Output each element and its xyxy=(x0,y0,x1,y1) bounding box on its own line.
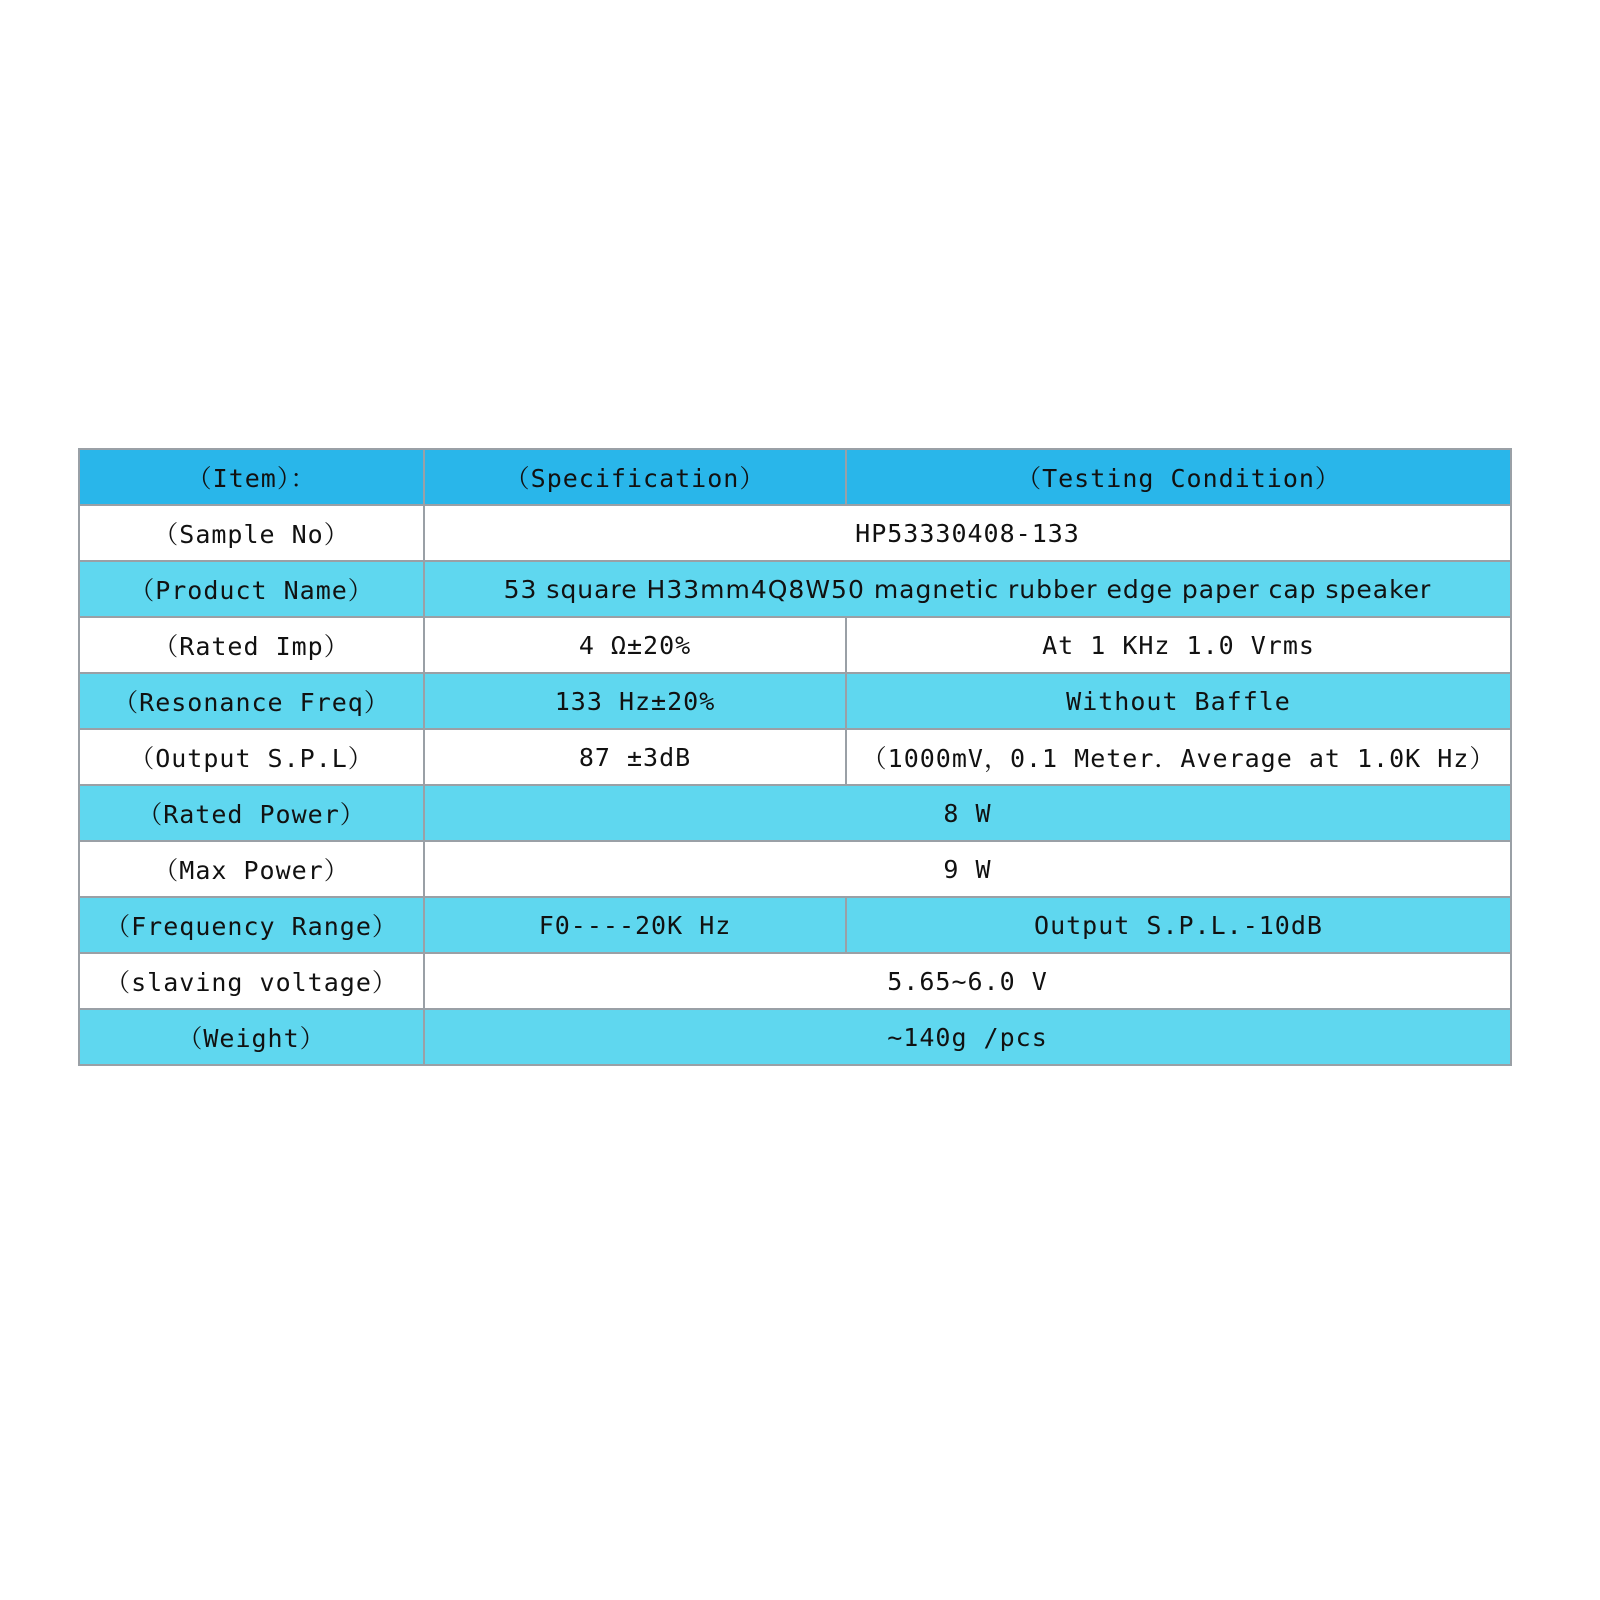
row-label: （Weight） xyxy=(79,1009,424,1065)
row-test: Without Baffle xyxy=(846,673,1511,729)
row-test: Output S.P.L.-10dB xyxy=(846,897,1511,953)
row-test: （1000mV，0.1 Meter．Average at 1.0K Hz） xyxy=(846,729,1511,785)
specification-sheet xyxy=(78,448,1510,1066)
row-label: （Rated Imp） xyxy=(79,617,424,673)
row-value: 53 square H33mm4Q8W50 magnetic rubber edge paper cap speaker xyxy=(424,561,1511,617)
specification-table xyxy=(78,448,1512,1066)
row-spec: 4 Ω±20% xyxy=(424,617,846,673)
header-item: （Item）： xyxy=(79,449,424,505)
table-row xyxy=(79,953,1511,1009)
table-row xyxy=(79,505,1511,561)
table-row xyxy=(79,729,1511,785)
row-label: （Resonance Freq） xyxy=(79,673,424,729)
table-row xyxy=(79,841,1511,897)
row-spec: F0----20K Hz xyxy=(424,897,846,953)
table-row xyxy=(79,897,1511,953)
row-value: HP53330408-133 xyxy=(424,505,1511,561)
row-label: （Frequency Range） xyxy=(79,897,424,953)
row-label: （Max Power） xyxy=(79,841,424,897)
row-value: 9 W xyxy=(424,841,1511,897)
row-value: 8 W xyxy=(424,785,1511,841)
header-specification: （Specification） xyxy=(424,449,846,505)
row-label: （Sample No） xyxy=(79,505,424,561)
row-label: （Rated Power） xyxy=(79,785,424,841)
row-value: ~140g /pcs xyxy=(424,1009,1511,1065)
table-row xyxy=(79,617,1511,673)
table-row xyxy=(79,785,1511,841)
row-spec: 133 Hz±20% xyxy=(424,673,846,729)
row-label: （slaving voltage） xyxy=(79,953,424,1009)
table-row xyxy=(79,673,1511,729)
row-value: 5.65~6.0 V xyxy=(424,953,1511,1009)
row-spec: 87 ±3dB xyxy=(424,729,846,785)
table-header-row xyxy=(79,449,1511,505)
table-row xyxy=(79,1009,1511,1065)
table-row xyxy=(79,561,1511,617)
header-testing-condition: （Testing Condition） xyxy=(846,449,1511,505)
row-label: （Output S.P.L） xyxy=(79,729,424,785)
row-test: At 1 KHz 1.0 Vrms xyxy=(846,617,1511,673)
row-label: （Product Name） xyxy=(79,561,424,617)
